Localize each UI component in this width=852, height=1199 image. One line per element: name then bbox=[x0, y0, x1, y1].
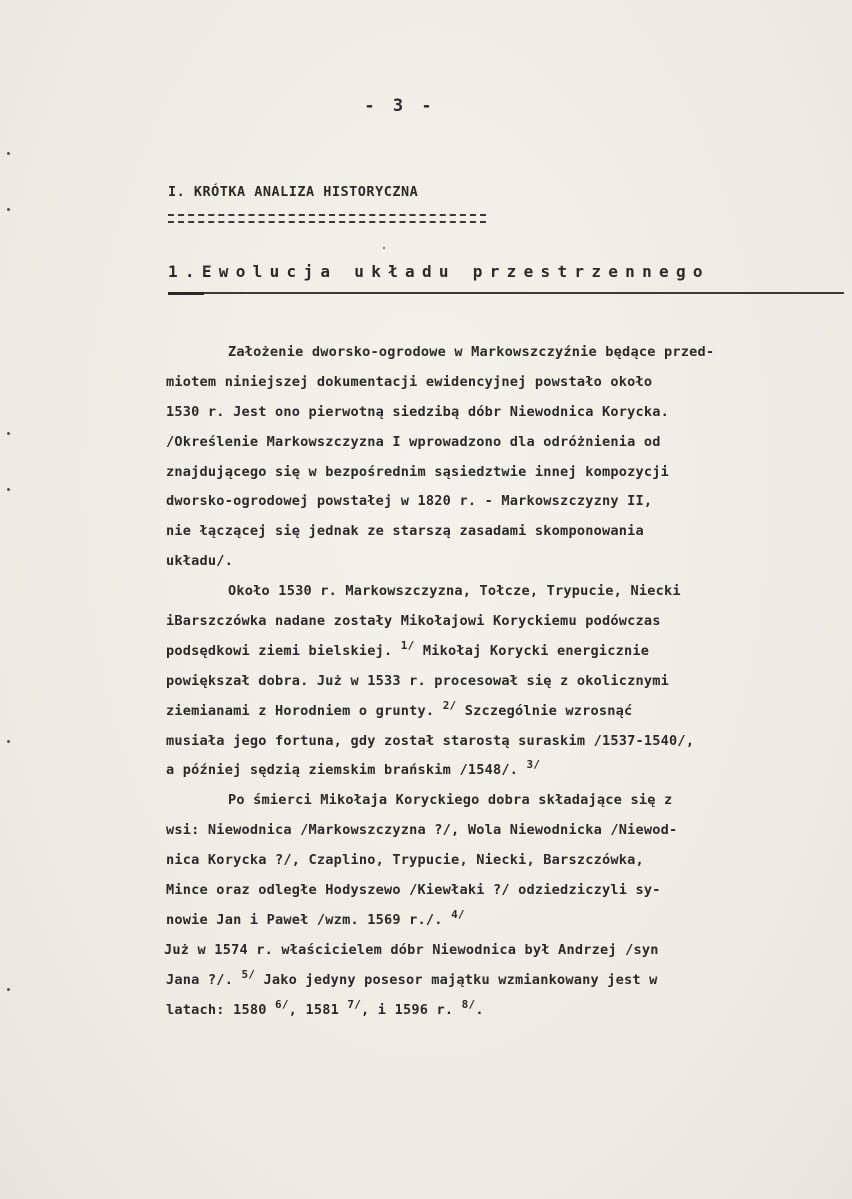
text-line: znajdującego się w bezpośrednim sąsiedztwie innej kompozycji bbox=[166, 463, 670, 480]
footnote-ref: 7/ bbox=[347, 997, 362, 1011]
page-number: - 3 - bbox=[364, 96, 436, 116]
margin-mark bbox=[7, 208, 10, 211]
subsection-number-underline bbox=[168, 292, 204, 295]
footnote-ref: 8/ bbox=[461, 997, 476, 1011]
subsection-title-underline bbox=[168, 292, 844, 294]
text-line: iBarszczówka nadane zostały Mikołajowi Koryckiemu podówczas bbox=[166, 613, 661, 630]
text-line: powiększał dobra. Już w 1533 r. procesował się z okolicznymi bbox=[166, 672, 670, 689]
text-line: układu/. bbox=[166, 553, 234, 570]
body-text bbox=[166, 338, 852, 1025]
text-line: a później sędzią ziemskim brańskim /1548/. $^{3/}$ bbox=[166, 758, 541, 779]
text-line: Założenie dworsko-ogrodowe w Markowszczyźnie będące przed- bbox=[228, 344, 715, 360]
section-title: I. KRÓTKA ANALIZA HISTORYCZNA bbox=[168, 184, 419, 200]
footnote-ref: 2/ bbox=[442, 698, 457, 712]
text-line: Jana ?/. $^{5/}$ Jako jedyny posesor majątku wzmiankowany jest w bbox=[166, 967, 658, 988]
text-line: nica Korycka ?/, Czaplino, Trypucie, Niecki, Barszczówka, bbox=[166, 852, 644, 869]
margin-mark bbox=[7, 988, 10, 991]
text-line: /Określenie Markowszczyzna I wprowadzono dla odróżnienia od bbox=[166, 433, 661, 450]
text-line: nie łączącej się jednak ze starszą zasadami skomponowania bbox=[166, 523, 644, 540]
text-line: Około 1530 r. Markowszczyzna, Tołcze, Trypucie, Niecki bbox=[228, 583, 681, 600]
text-line: podsędkowi ziemi bielskiej. $^{1/}$ Mikołaj Korycki energicznie bbox=[166, 638, 650, 659]
margin-mark bbox=[7, 432, 10, 435]
subsection-title: 1.Ewolucja układu przestrzennego bbox=[168, 262, 710, 281]
footnote-ref: 1/ bbox=[400, 638, 415, 652]
margin-mark bbox=[7, 152, 10, 155]
speck-mark bbox=[383, 247, 385, 249]
text-line: Po śmierci Mikołaja Koryckiego dobra składające się z bbox=[228, 792, 673, 809]
text-line: nowie Jan i Paweł /wzm. 1569 r./. $^{4/}$ bbox=[166, 907, 465, 928]
text-line: Już w 1574 r. właścicielem dóbr Niewodnica był Andrzej /syn bbox=[164, 941, 659, 958]
text-line: 1530 r. Jest ono pierwotną siedzibą dóbr Niewodnica Korycka. bbox=[166, 403, 670, 420]
text-line: wsi: Niewodnica /Markowszczyzna ?/, Wola Niewodnicka /Niewod- bbox=[166, 822, 678, 839]
footnote-ref: 3/ bbox=[526, 758, 541, 772]
text-line: dworsko-ogrodowej powstałej w 1820 r. - Markowszczyzny II, bbox=[166, 493, 653, 510]
text-line: Mince oraz odległe Hodyszewo /Kiewłaki ?/ odziedziczyli sy- bbox=[166, 882, 661, 899]
footnote-ref: 6/ bbox=[275, 997, 289, 1011]
text-line: latach: 1580 $^{6/}$, 1581 $^{7/}$, i 1596 r. $^{8/}$. bbox=[166, 997, 484, 1018]
text-line: musiała jego fortuna, gdy został starostą suraskim /1537-1540/, bbox=[166, 732, 695, 749]
footnote-ref: 4/ bbox=[451, 907, 465, 921]
text-line: miotem niniejszej dokumentacji ewidencyjnej powstało około bbox=[166, 373, 653, 390]
footnote-ref: 5/ bbox=[241, 967, 256, 981]
section-title-underline bbox=[168, 214, 486, 223]
margin-mark bbox=[7, 488, 10, 491]
text-line: ziemianami z Horodniem o grunty. $^{2/}$ Szczególnie wzrosnąć bbox=[166, 698, 633, 719]
margin-mark bbox=[7, 740, 10, 743]
